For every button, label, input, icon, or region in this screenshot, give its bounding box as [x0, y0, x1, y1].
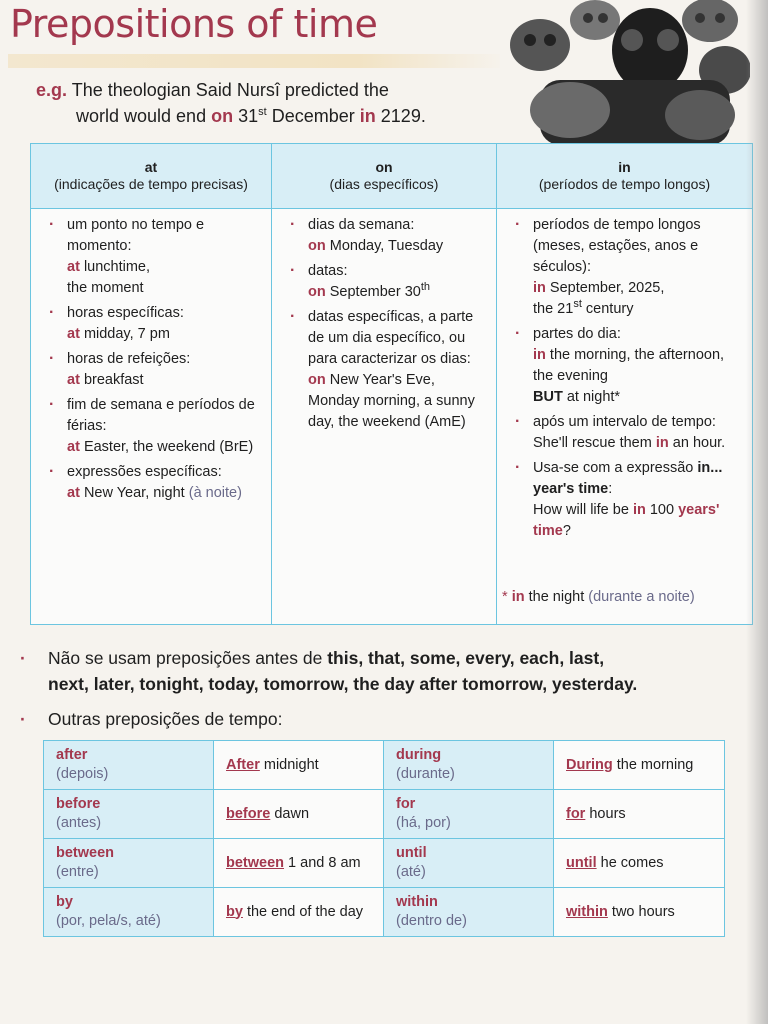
list-item: · datas específicas, a parte de um dia específico, ou para caracterizar os dias: on New Year's Eve, Monday morning, a sunny day, the weekend (AmE): [278, 307, 490, 433]
list-item: · um ponto no tempo e momento: at lunchtime, the moment: [37, 215, 265, 299]
page-edge-shadow: [746, 0, 768, 1024]
list-item: · Usa-se com a expressão in... year's time: How will life be in 100 years' time?: [503, 458, 746, 542]
table-row: between (entre) between 1 and 8 am until (até) until he comes: [44, 839, 725, 888]
list-item: · períodos de tempo longos (meses, estações, anos e séculos): in September, 2025, the 21st century: [503, 215, 746, 320]
list-item: · após um intervalo de tempo: She'll rescue them in an hour.: [503, 412, 746, 454]
title-underline-bar: [8, 54, 508, 68]
example-in: in: [359, 106, 376, 126]
example-year: 2129.: [380, 106, 426, 126]
page-title: Prepositions of time: [10, 2, 378, 46]
list-item: · datas: on September 30th: [278, 261, 490, 303]
list-item: · partes do dia: in the morning, the afternoon, the evening BUT at night*: [503, 324, 746, 408]
note-other-prepositions: · Outras preposições de tempo:: [20, 709, 283, 729]
footnote: * in the night (durante a noite): [502, 589, 695, 605]
list-item: · fim de semana e períodos de férias: at Easter, the weekend (BrE): [37, 395, 265, 458]
note-no-prepositions: · Não se usam preposições antes de this, that, some, every, each, last, next, later, tonight, today, tomorrow, the day after tomorrow, yesterday.: [20, 648, 638, 694]
at-column: [31, 209, 272, 625]
example-part1: The theologian Said Nursî predicted the: [71, 80, 389, 100]
in-column: [497, 209, 753, 625]
header-on: on (dias específicos): [272, 144, 497, 209]
list-item: · horas de refeições: at breakfast: [37, 349, 265, 391]
prepositions-table: [30, 143, 753, 625]
example-day-sup: st: [258, 106, 267, 118]
other-prepositions-table: [43, 740, 725, 937]
skulls-gas-mask-illustration: [500, 0, 750, 145]
list-item: · expressões específicas: at New Year, night (à noite): [37, 462, 265, 504]
example-sentence: [36, 77, 426, 129]
table-row: before (antes) before dawn for (há, por) for hours: [44, 790, 725, 839]
example-month: December: [271, 106, 355, 126]
example-label: e.g.: [36, 80, 68, 100]
list-item: · dias da semana: on Monday, Tuesday: [278, 215, 490, 257]
example-on: on: [211, 106, 234, 126]
list-item: · horas específicas: at midday, 7 pm: [37, 303, 265, 345]
example-part2: world would end: [76, 106, 207, 126]
header-in: in (períodos de tempo longos): [497, 144, 753, 209]
example-day: 31: [238, 106, 259, 126]
table-row: by (por, pela/s, até) by the end of the day within (dentro de) within two hours: [44, 888, 725, 937]
on-column: [272, 209, 497, 625]
header-at: at (indicações de tempo precisas): [31, 144, 272, 209]
table-row: after (depois) After midnight during (durante) During the morning: [44, 741, 725, 790]
